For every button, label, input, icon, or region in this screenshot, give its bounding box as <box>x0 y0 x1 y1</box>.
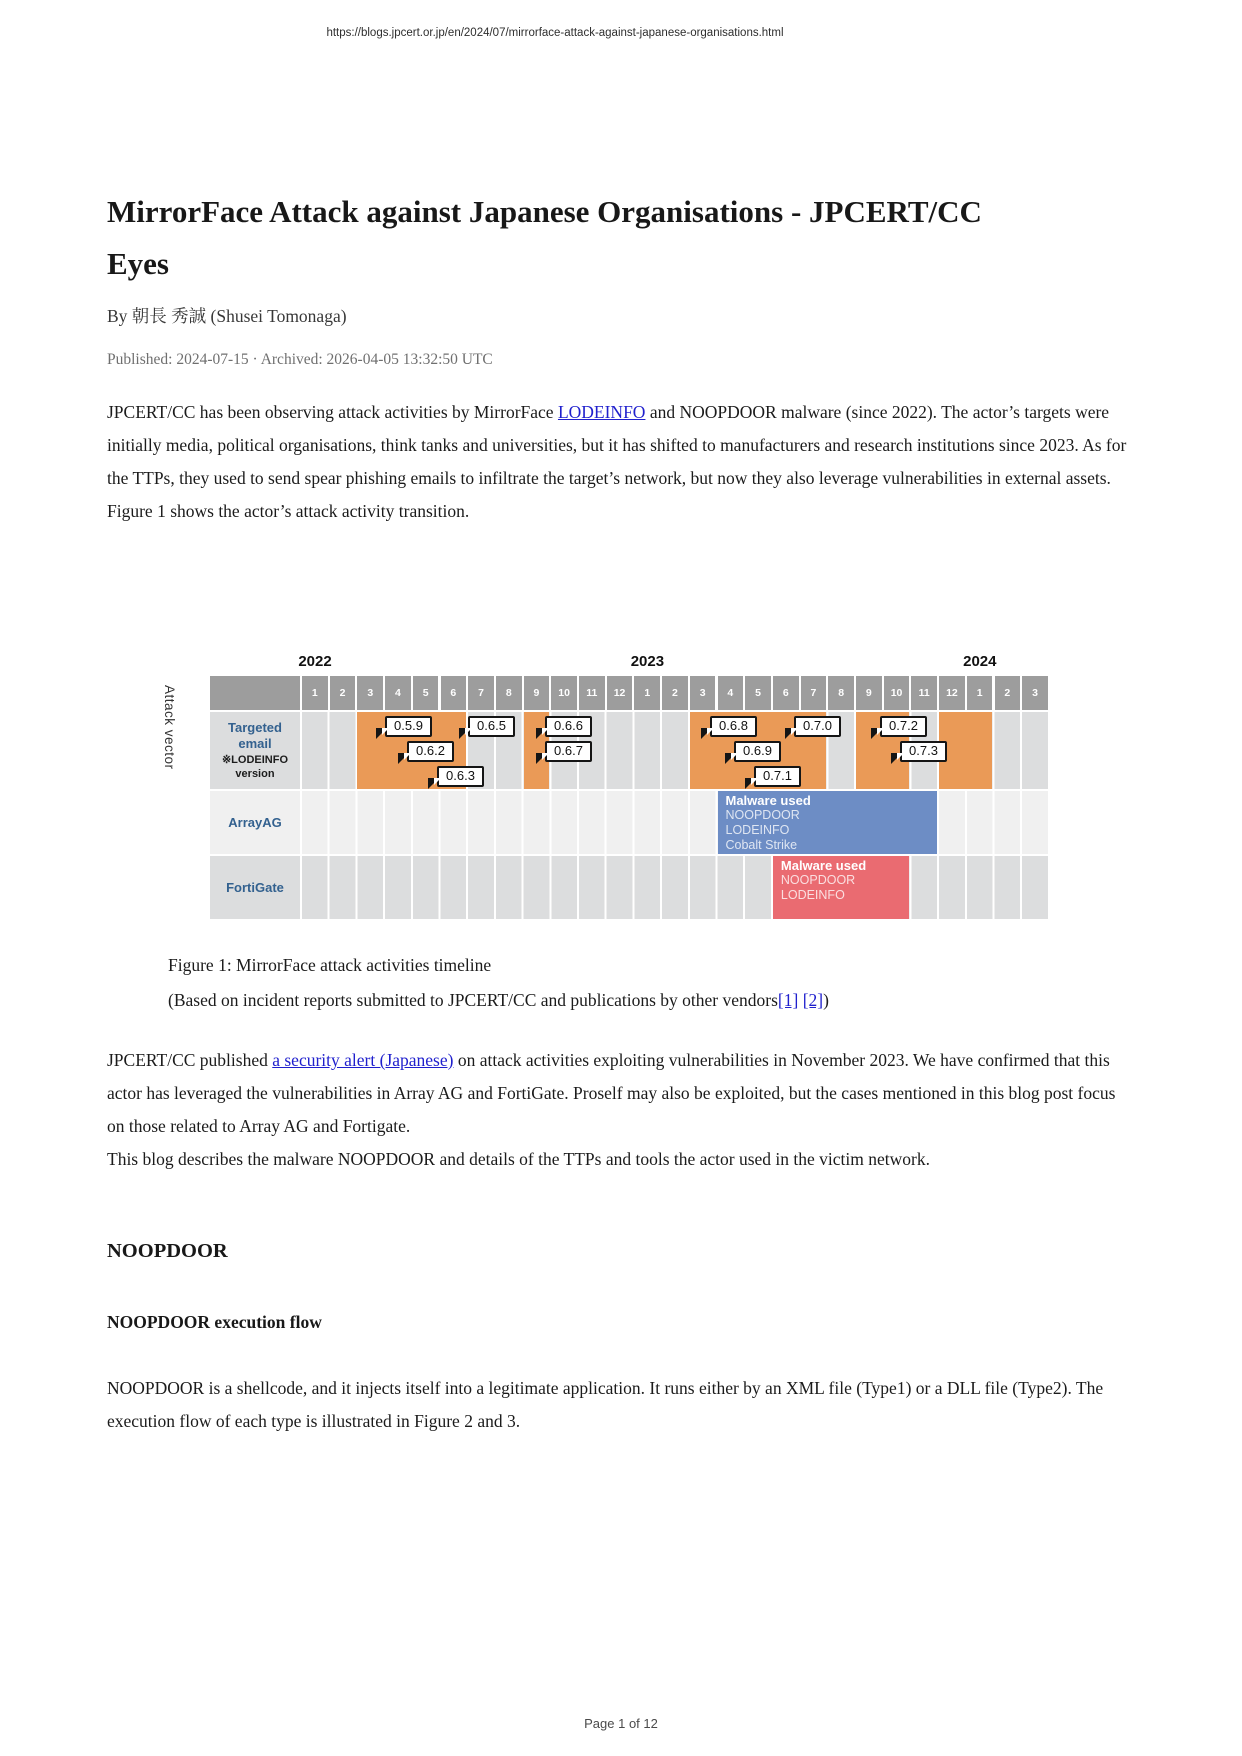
print-url-header: https://blogs.jpcert.or.jp/en/2024/07/mirrorface-attack-against-japanese-organisations.html <box>326 27 784 39</box>
byline: By 朝長 秀誠 (Shusei Tomonaga) <box>107 306 347 326</box>
version-callout: 0.7.0 <box>794 716 841 737</box>
malware-name: Cobalt Strike <box>725 838 798 852</box>
arrayag-row <box>210 791 1050 854</box>
version-callout: 0.5.9 <box>385 716 432 737</box>
month-cell: 1 <box>634 676 660 710</box>
malware-name: LODEINFO <box>780 888 845 902</box>
fortigate-row <box>210 856 1050 919</box>
month-cell: 11 <box>911 676 937 710</box>
version-callout: 0.6.3 <box>437 766 484 787</box>
month-cell: 10 <box>884 676 910 710</box>
month-cell: 12 <box>939 676 965 710</box>
month-cell: 5 <box>745 676 771 710</box>
subsection-heading-execution-flow: NOOPDOOR execution flow <box>107 1312 322 1332</box>
malware-name: LODEINFO <box>725 823 790 837</box>
month-cell: 1 <box>302 676 328 710</box>
figure1-caption <box>168 948 1128 1018</box>
month-cell: 4 <box>385 676 411 710</box>
malware-box-title: Malware used <box>725 793 811 808</box>
reference-2-link[interactable]: [2] <box>802 990 824 1010</box>
caption-line1: Figure 1: MirrorFace attack activities timeline <box>168 955 492 975</box>
month-cell: 1 <box>967 676 993 710</box>
month-header-cells <box>302 676 1050 710</box>
row-label-text: ArrayAG <box>228 814 282 830</box>
version-callout: 0.6.6 <box>545 716 592 737</box>
row-label-text: Targeted email <box>228 720 282 751</box>
chart-axis-label: Attack vector <box>162 685 177 770</box>
intro-paragraph <box>107 396 1137 528</box>
month-cell: 3 <box>357 676 383 710</box>
targeted-email-row-label <box>210 712 300 789</box>
month-cell: 5 <box>413 676 439 710</box>
row-label-text: FortiGate <box>226 879 284 895</box>
arrayag-malware-box <box>718 791 938 854</box>
page-title: MirrorFace Attack against Japanese Organisations - JPCERT/CC Eyes <box>107 194 982 281</box>
malware-name: NOOPDOOR <box>725 808 800 822</box>
month-cell: 7 <box>468 676 494 710</box>
month-header-row <box>210 676 1050 710</box>
month-cell: 10 <box>551 676 577 710</box>
caption-line2: (Based on incident reports submitted to JPCERT/CC and publications by other vendors[1] [2]) <box>168 990 829 1010</box>
month-cell: 3 <box>690 676 716 710</box>
month-cell: 3 <box>1022 676 1048 710</box>
noopdoor-paragraph: NOOPDOOR is a shellcode, and it injects itself into a legitimate application. It runs either by an XML file (Type1) or a DLL file (Type2). The execution flow of each type is illustrated in Figure 2 and 3. <box>107 1378 1104 1431</box>
targeted-email-row <box>210 712 1050 789</box>
month-cell: 8 <box>496 676 522 710</box>
header-corner-cell <box>210 676 300 710</box>
month-cell: 9 <box>524 676 550 710</box>
year-label: 2022 <box>298 653 332 670</box>
year-labels <box>210 653 1050 676</box>
month-cell: 9 <box>856 676 882 710</box>
fortigate-row-label <box>210 856 300 919</box>
timeline-grid <box>210 653 1050 919</box>
malware-name: NOOPDOOR <box>780 873 856 887</box>
fortigate-row-cells <box>302 856 1050 919</box>
publish-meta: Published: 2024-07-15 · Archived: 2026-04-05 13:32:50 UTC <box>107 351 493 368</box>
month-cell: 2 <box>662 676 688 710</box>
version-callout: 0.6.2 <box>407 741 454 762</box>
security-alert-link[interactable]: a security alert (Japanese) <box>272 1050 454 1070</box>
month-cell: 6 <box>773 676 799 710</box>
section-heading-noopdoor: NOOPDOOR <box>107 1240 228 1262</box>
version-callout: 0.7.2 <box>880 716 927 737</box>
month-cell: 4 <box>718 676 744 710</box>
email-row-cells <box>302 712 1050 789</box>
row-sublabel-text: ※LODEINFO version <box>221 754 289 780</box>
activity-block <box>939 712 992 789</box>
version-callout: 0.7.1 <box>754 766 801 787</box>
page-number: Page 1 of 12 <box>584 1716 658 1731</box>
version-callout: 0.7.3 <box>900 741 947 762</box>
intro-text-after: and NOOPDOOR malware (since 2022). The actor’s targets were initially media, political organisations, think tanks and universities, but it has shifted to manufacturers and research institutions since 2023. As for the TTPs, they used to send spear phishing emails to infiltrate the target’s network, but now they also leverage vulnerabilities in external assets. Figure 1 shows the actor’s attack activity transition. <box>107 402 1127 521</box>
lodeinfo-link[interactable]: LODEINFO <box>557 402 646 422</box>
version-callout: 0.6.7 <box>545 741 592 762</box>
month-cell: 7 <box>801 676 827 710</box>
year-label: 2024 <box>963 653 997 670</box>
month-cell: 2 <box>330 676 356 710</box>
arrayag-row-label <box>210 791 300 854</box>
fortigate-malware-box <box>773 856 910 919</box>
month-cell: 2 <box>995 676 1021 710</box>
version-callout: 0.6.8 <box>710 716 757 737</box>
month-cell: 11 <box>579 676 605 710</box>
security-alert-paragraph: JPCERT/CC published a security alert (Japanese) on attack activities exploiting vulnerabilities in November 2023. We have confirmed that this actor has leveraged the vulnerabilities in Array AG and FortiGate. Proself may also be exploited, but the cases mentioned in this blog post focus on those related to Array AG and Fortigate. This blog describes the malware NOOPDOOR and details of the TTPs and tools the actor used in the victim network. <box>107 1050 1116 1169</box>
version-callout: 0.6.5 <box>468 716 515 737</box>
intro-text-before: JPCERT/CC has been observing attack activities by MirrorFace <box>107 402 558 422</box>
arrayag-row-cells <box>302 791 1050 854</box>
figure1-attack-timeline <box>162 653 1055 925</box>
month-cell: 8 <box>828 676 854 710</box>
month-cell: 6 <box>441 676 467 710</box>
version-callout: 0.6.9 <box>734 741 781 762</box>
reference-1-link[interactable]: [1] <box>777 990 799 1010</box>
year-label: 2023 <box>630 653 665 670</box>
month-cell: 12 <box>607 676 633 710</box>
malware-box-title: Malware used <box>780 858 867 873</box>
